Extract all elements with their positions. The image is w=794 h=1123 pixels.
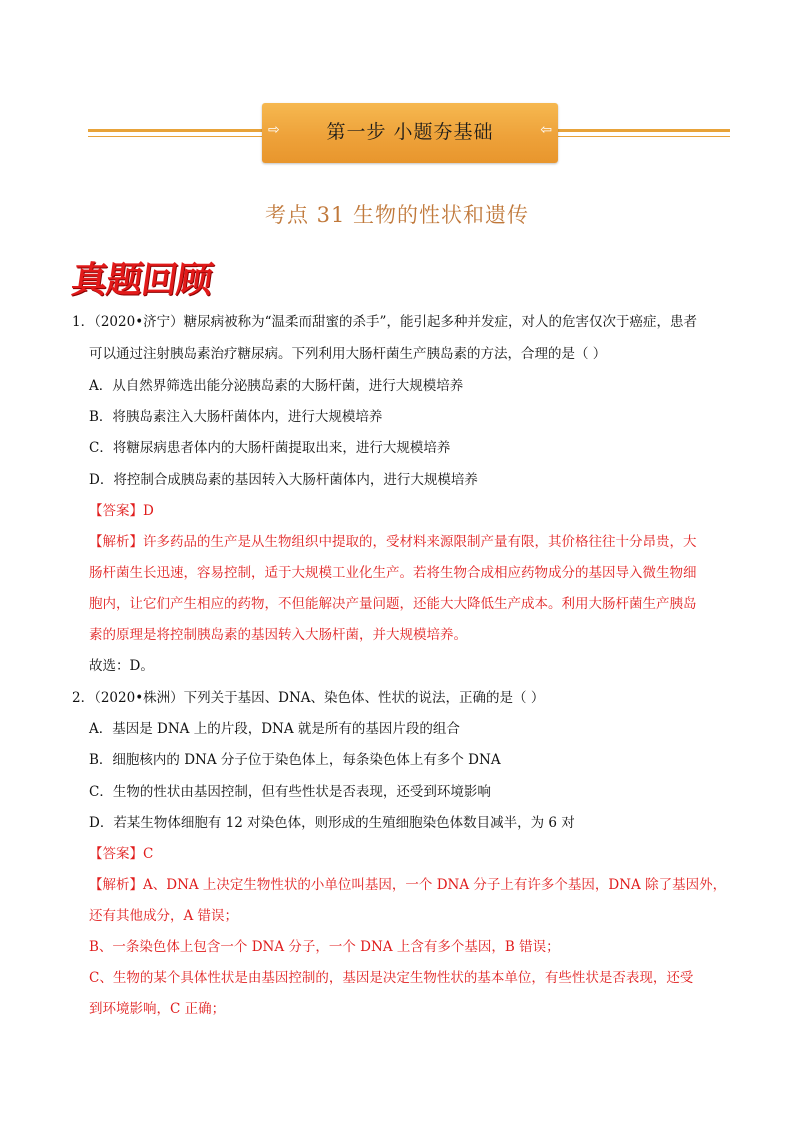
q1-analysis-line2: 肠杆菌生长迅速，容易控制，适于大规模工业化生产。若将生物合成相应药物成分的基因导入微生物细: [89, 565, 697, 581]
q2-option-b: B．细胞核内的 DNA 分子位于染色体上，每条染色体上有多个 DNA: [89, 752, 501, 768]
q1-stem-line2: 可以通过注射胰岛素治疗糖尿病。下列利用大肠杆菌生产胰岛素的方法，合理的是（ ）: [89, 346, 607, 362]
q1-option-b: B．将胰岛素注入大肠杆菌体内，进行大规模培养: [89, 409, 383, 425]
banner-rail-left-thin: [88, 136, 262, 137]
q2-analysis-line3: B、一条染色体上包含一个 DNA 分子，一个 DNA 上含有多个基因，B 错误；: [89, 939, 560, 955]
q2-analysis-line1: 【解析】A、DNA 上决定生物性状的小单位叫基因，一个 DNA 分子上有许多个基因，DNA 除了基因外，: [89, 877, 727, 893]
q1-option-d: D．将控制合成胰岛素的基因转入大肠杆菌体内，进行大规模培养: [89, 472, 478, 488]
q1-answer: 【答案】D: [89, 503, 154, 519]
q1-option-a: A．从自然界筛选出能分泌胰岛素的大肠杆菌，进行大规模培养: [89, 378, 464, 394]
q1-stem-line1: 1．（2020•济宁）糖尿病被称为“温柔而甜蜜的杀手”，能引起多种并发症，对人的危害仅次于癌症，患者: [72, 314, 697, 330]
q2-stem-line1: 2．（2020•株洲）下列关于基因、DNA、染色体、性状的说法，正确的是（ ）: [72, 690, 545, 706]
arrow-right-icon: ⇨: [268, 122, 280, 138]
q2-analysis-line5: 到环境影响，C 正确；: [89, 1001, 226, 1017]
q2-analysis-line4: C、生物的某个具体性状是由基因控制的，基因是决定生物性状的基本单位，有些性状是否表现，还受: [89, 970, 694, 986]
q2-option-c: C．生物的性状由基因控制，但有些性状是否表现，还受到环境影响: [89, 784, 491, 800]
q1-option-c: C．将糖尿病患者体内的大肠杆菌提取出来，进行大规模培养: [89, 440, 451, 456]
q2-option-a: A．基因是 DNA 上的片段，DNA 就是所有的基因片段的组合: [89, 721, 460, 737]
q1-analysis-line1: 【解析】许多药品的生产是从生物组织中提取的，受材料来源限制产量有限，其价格往往十分昂贵，大: [89, 534, 697, 550]
q2-analysis-line2: 还有其他成分，A 错误；: [89, 908, 239, 924]
q1-analysis-line3: 胞内，让它们产生相应的药物，不但能解决产量问题，还能大大降低生产成本。利用大肠杆菌生产胰岛: [89, 596, 697, 612]
banner-title: 第一步 小题夯基础: [326, 121, 494, 143]
section-logo: 真题回顾: [68, 260, 215, 301]
q2-option-d: D．若某生物体细胞有 12 对染色体，则形成的生殖细胞染色体数目减半，为 6 对: [89, 815, 575, 831]
q1-conclusion: 故选：D。: [89, 658, 154, 674]
topic-title: 考点 31 生物的性状和遗传: [264, 203, 530, 227]
banner-box: [262, 103, 558, 163]
banner-rail-right: [558, 129, 730, 132]
arrow-left-icon: ⇦: [540, 122, 552, 138]
q2-answer: 【答案】C: [89, 846, 154, 862]
header-banner: [88, 103, 730, 163]
banner-rail-right-thin: [558, 136, 730, 137]
q1-analysis-line4: 素的原理是将控制胰岛素的基因转入大肠杆菌，并大规模培养。: [89, 627, 467, 643]
banner-rail-left: [88, 129, 262, 132]
